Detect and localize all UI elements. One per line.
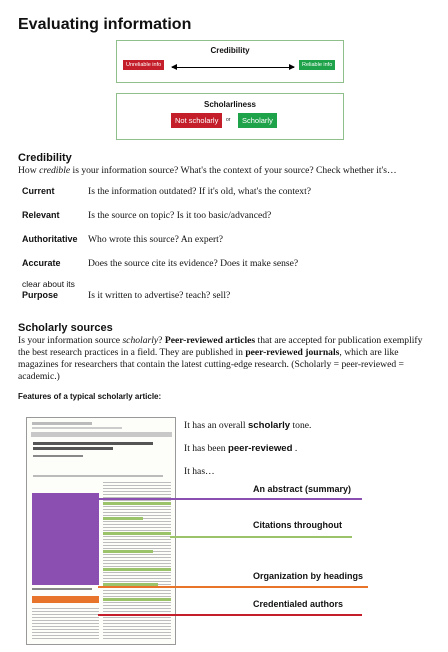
double-arrow-icon (172, 67, 294, 68)
or-label: or (226, 117, 231, 123)
authors-pointer-line (98, 614, 362, 616)
unreliable-info-tag: Unreliable info (123, 60, 164, 70)
criterion-current-term: Current (22, 186, 55, 196)
citation-highlight (103, 598, 171, 601)
criterion-relevant-term: Relevant (22, 210, 60, 220)
reliable-info-tag: Reliable info (299, 60, 335, 70)
citation-highlight (103, 568, 171, 571)
article-heading-highlight (32, 596, 99, 603)
article-thumbnail (26, 417, 176, 645)
credibility-intro: How credible is your information source? What's the context of your source? Check whether it's… (18, 165, 397, 176)
feature-abstract-label: An abstract (summary) (253, 484, 352, 494)
scholarly-paragraph: Is your information source scholarly? Peer-reviewed articles that are accepted for publication exemplify the best research practices in a field. They are published in peer-reviewed journals, which are like magazines for researchers that contain the latest cutting-edge research. (Scholarly = peer-reviewed = academic.) (18, 335, 423, 382)
purpose-note: clear about its (22, 279, 75, 289)
credibility-diagram (116, 40, 344, 83)
citation-highlight (103, 517, 143, 520)
criterion-purpose-desc: Is it written to advertise? teach? sell? (88, 290, 231, 301)
credibility-diagram-title: Credibility (210, 46, 250, 55)
scholarliness-diagram (116, 93, 344, 140)
criterion-accurate-term: Accurate (22, 258, 61, 268)
criterion-purpose-term: Purpose (22, 290, 59, 300)
citations-pointer-line (170, 536, 352, 538)
criterion-current-desc: Is the information outdated? If it's old, what's the context? (88, 186, 311, 197)
scholarly-heading: Scholarly sources (18, 322, 113, 334)
feature-citations-label: Citations throughout (253, 520, 342, 530)
scholarliness-diagram-title: Scholarliness (203, 100, 257, 109)
scholarly-tag: Scholarly (238, 113, 277, 128)
not-scholarly-tag: Not scholarly (171, 113, 222, 128)
feature-tone: It has an overall scholarly tone. (184, 420, 312, 431)
page-title: Evaluating information (18, 16, 192, 33)
criterion-authoritative-desc: Who wrote this source? An expert? (88, 234, 224, 245)
criterion-authoritative-term: Authoritative (22, 234, 78, 244)
feature-peer-reviewed: It has been peer-reviewed . (184, 443, 298, 454)
headings-pointer-line (98, 586, 368, 588)
feature-it-has: It has… (184, 466, 215, 477)
feature-authors-label: Credentialed authors (253, 599, 344, 609)
features-heading: Features of a typical scholarly article: (18, 392, 162, 401)
citation-highlight (103, 532, 171, 535)
credibility-heading: Credibility (18, 152, 72, 164)
citation-highlight (103, 502, 171, 505)
citation-highlight (103, 550, 153, 553)
abstract-pointer-line (98, 498, 362, 500)
criterion-relevant-desc: Is the source on topic? Is it too basic/advanced? (88, 210, 272, 221)
article-abstract-highlight (32, 493, 99, 585)
feature-headings-label: Organization by headings (253, 571, 364, 581)
criterion-accurate-desc: Does the source cite its evidence? Does it make sense? (88, 258, 299, 269)
